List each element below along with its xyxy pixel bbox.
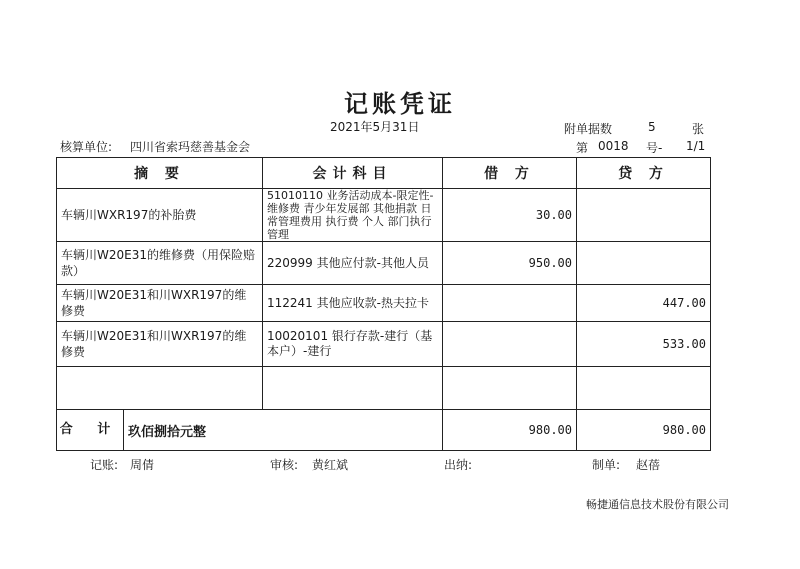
- row-credit: [577, 189, 711, 242]
- row-credit: 533.00: [577, 322, 711, 367]
- voucher-page: 1/1: [686, 139, 706, 153]
- preparer-name: 赵蓓: [636, 458, 661, 472]
- bookkeeper-label: 记账:: [90, 458, 119, 472]
- header-debit: 借 方: [443, 158, 577, 189]
- row-account: [263, 367, 443, 410]
- row-account: 51010110 业务活动成本-限定性-维修费 青少年发展部 其他捐款 日常管理费用 执行费 个人 部门执行管理: [263, 189, 443, 242]
- row-account: 10020101 银行存款-建行（基本户）-建行: [263, 322, 443, 367]
- row-debit: 30.00: [443, 189, 577, 242]
- table-row: [57, 285, 711, 322]
- total-cell: [57, 410, 443, 451]
- table-row: [57, 242, 711, 285]
- row-debit: 950.00: [443, 242, 577, 285]
- row-summary: 车辆川W20E31的维修费（用保险赔款）: [57, 242, 263, 285]
- total-in-words: 玖佰捌拾元整: [128, 424, 207, 440]
- total-label: 合 计: [57, 410, 124, 450]
- row-summary: 车辆川W20E31和川WXR197的维修费: [57, 322, 263, 367]
- software-company: 畅捷通信息技术股份有限公司: [586, 498, 729, 511]
- voucher-title: 记账凭证: [344, 90, 456, 118]
- voucher-table: [56, 157, 711, 451]
- row-credit: [577, 242, 711, 285]
- row-credit: 447.00: [577, 285, 711, 322]
- table-row: [57, 189, 711, 242]
- total-debit: 980.00: [443, 410, 577, 451]
- unit-label: 核算单位:: [60, 140, 113, 154]
- table-row: [57, 322, 711, 367]
- voucher-no-mid: 号-: [646, 141, 663, 155]
- cashier-label: 出纳:: [444, 458, 473, 472]
- header-summary: 摘 要: [57, 158, 263, 189]
- attachments-count: 5: [648, 120, 656, 134]
- row-debit: [443, 367, 577, 410]
- attachments-label: 附单据数: [564, 122, 613, 136]
- row-summary: 车辆川WXR197的补胎费: [57, 189, 263, 242]
- row-account: 112241 其他应收款-热夫拉卡: [263, 285, 443, 322]
- bookkeeper-name: 周倩: [130, 458, 155, 472]
- reviewer-name: 黄红斌: [312, 458, 349, 472]
- header-credit: 贷 方: [577, 158, 711, 189]
- unit-name: 四川省索玛慈善基金会: [130, 140, 251, 154]
- voucher-number: 0018: [598, 139, 629, 153]
- row-debit: [443, 322, 577, 367]
- total-credit: 980.00: [577, 410, 711, 451]
- row-credit: [577, 367, 711, 410]
- row-summary: [57, 367, 263, 410]
- row-account: 220999 其他应付款-其他人员: [263, 242, 443, 285]
- table-row: [57, 367, 711, 410]
- header-account: 会计科目: [263, 158, 443, 189]
- attachments-unit: 张: [692, 122, 705, 136]
- reviewer-label: 审核:: [270, 458, 299, 472]
- total-row: [57, 410, 711, 451]
- preparer-label: 制单:: [592, 458, 621, 472]
- voucher-date: 2021年5月31日: [330, 120, 420, 134]
- voucher-no-prefix: 第: [576, 141, 589, 155]
- row-debit: [443, 285, 577, 322]
- row-summary: 车辆川W20E31和川WXR197的维修费: [57, 285, 263, 322]
